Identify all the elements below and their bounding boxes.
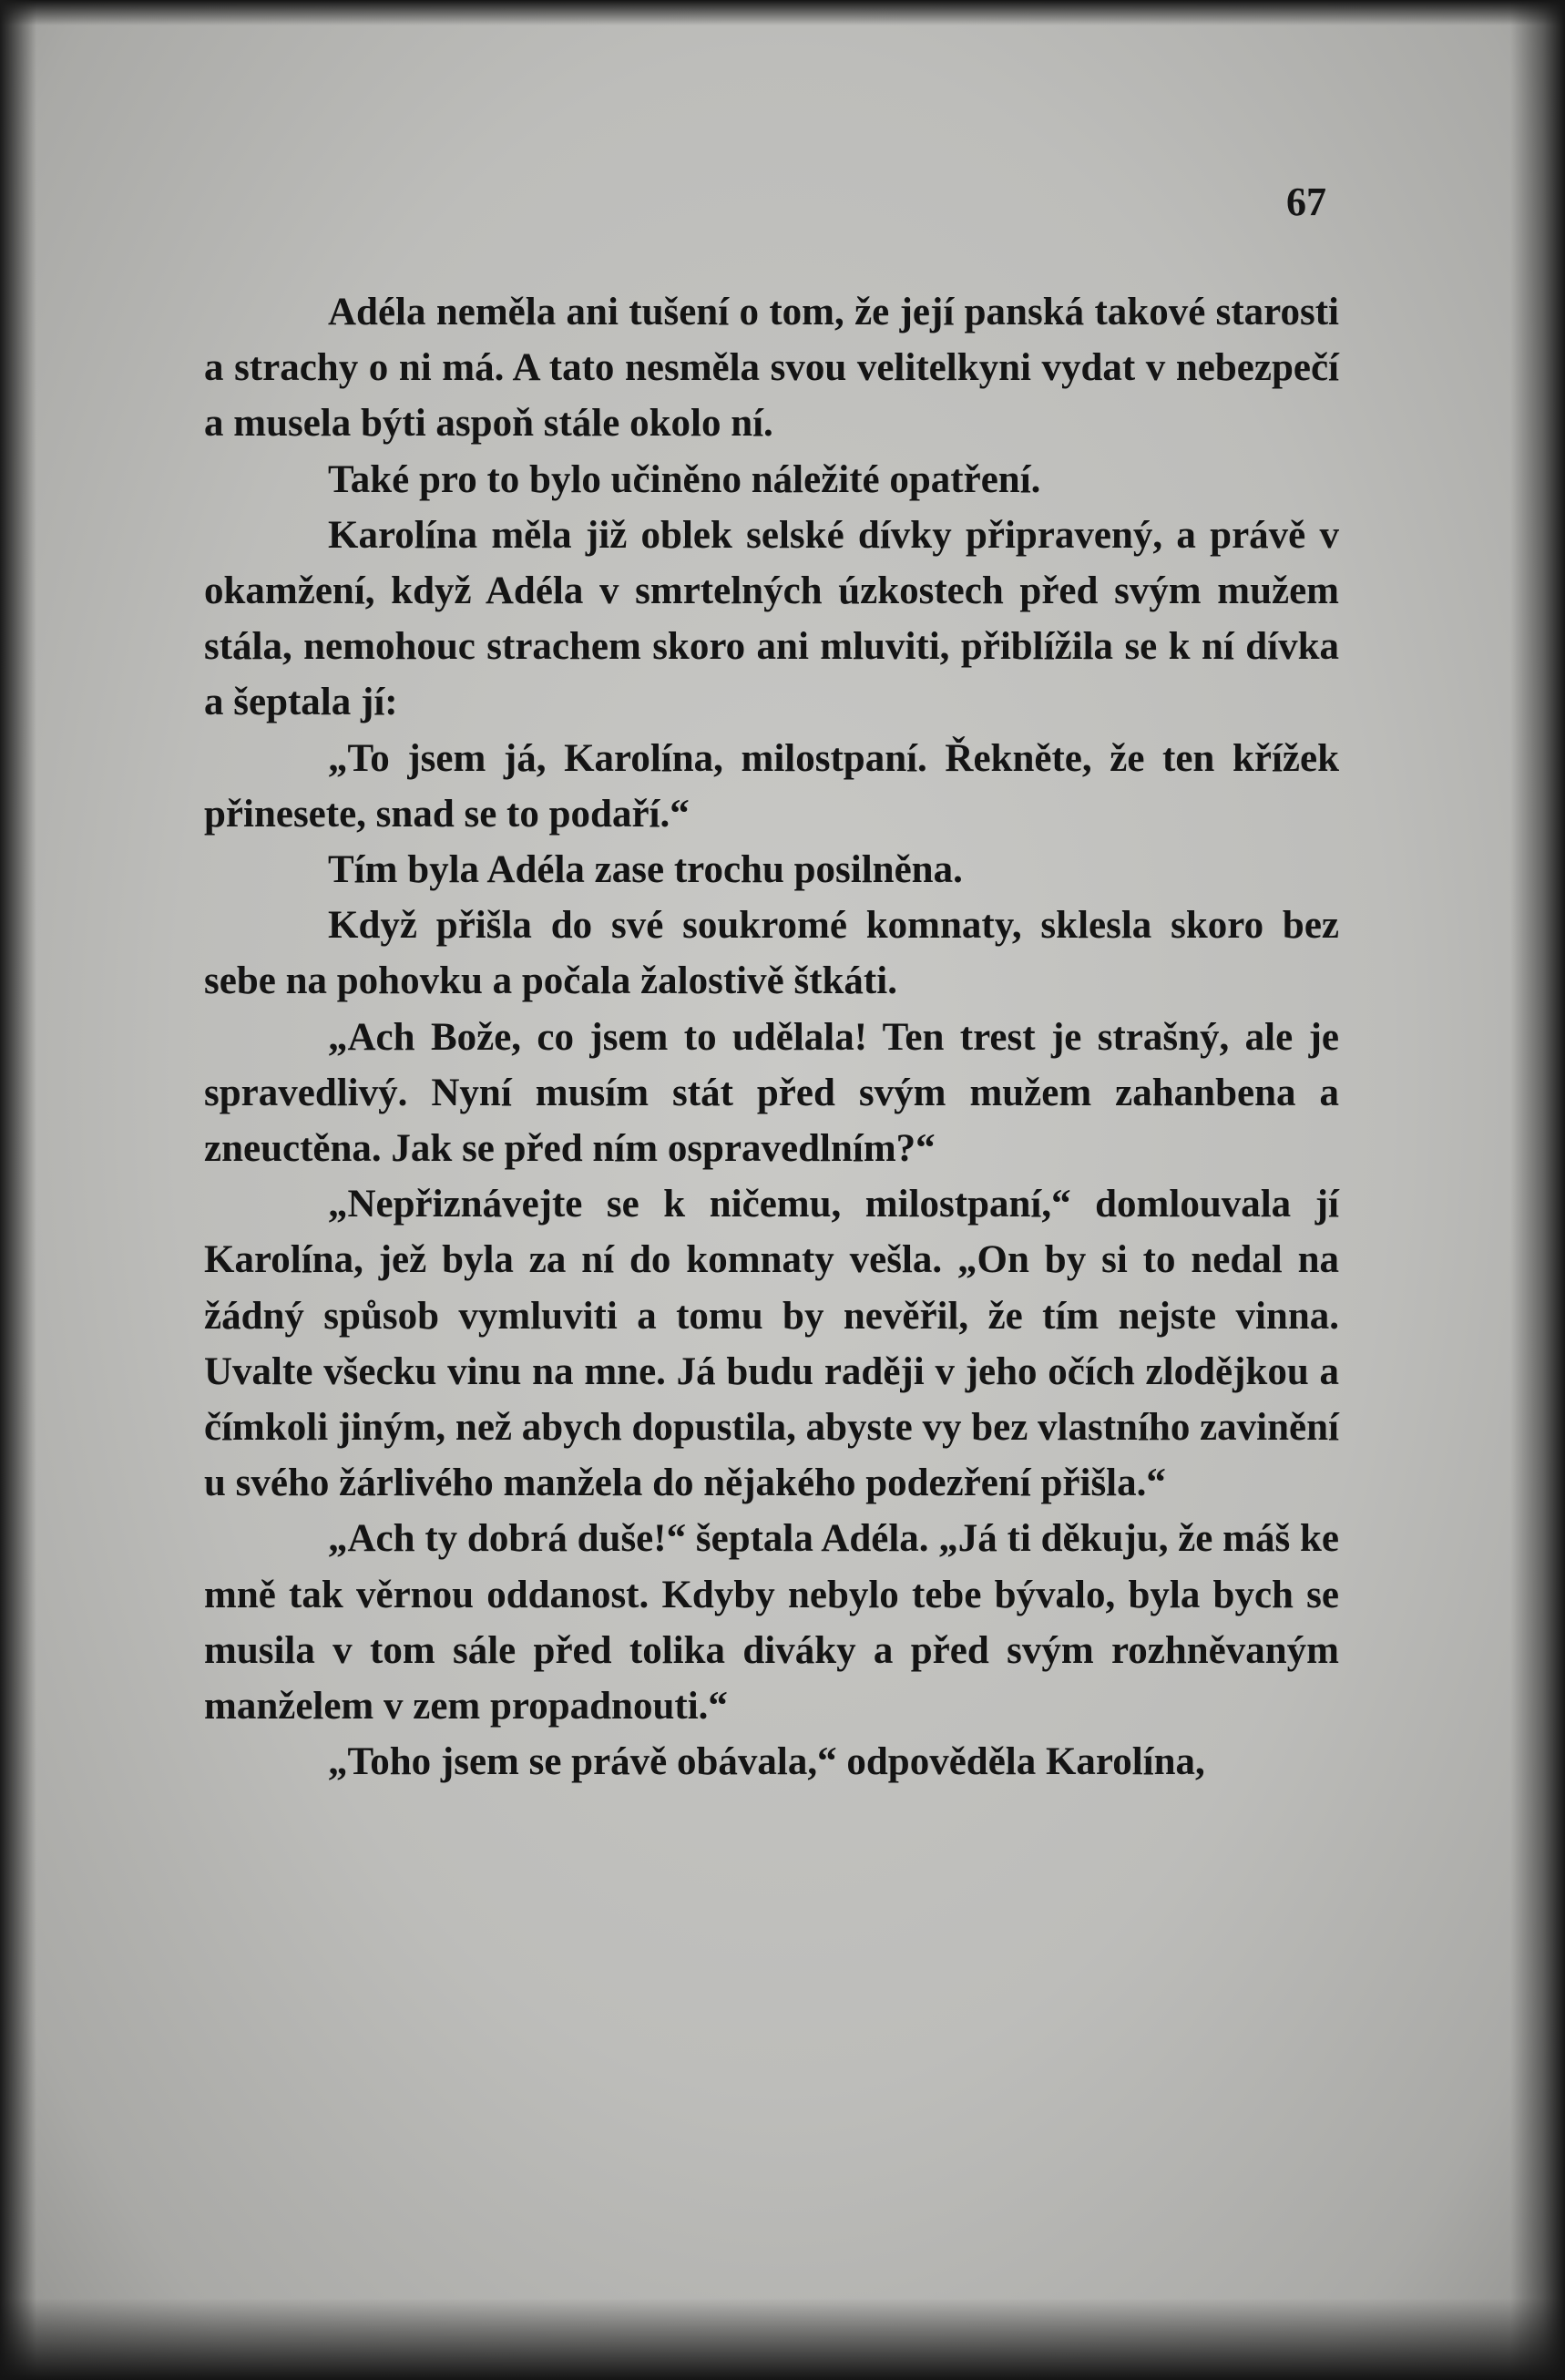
paragraph: Když přišla do své soukromé komnaty, sklesla skoro bez sebe na pohovku a počala žalostivě štkáti. — [204, 904, 1339, 1003]
scan-edge-bottom — [0, 2298, 1565, 2380]
paragraph: „To jsem já, Karolína, milostpaní. Řekněte, že ten křížek přinesete, snad se to podaří.“ — [204, 736, 1339, 836]
page-number: 67 — [1286, 180, 1326, 224]
paragraph: Karolína měla již oblek selské dívky připravený, a právě v okamžení, když Adéla v smrtelných úzkostech před svým mužem stála, nemohouc strachem skoro ani mluviti, přiblížila se k ní dívka a šeptala jí: — [204, 513, 1339, 724]
paragraph: „Toho jsem se právě obávala,“ odpověděla Karolína, — [328, 1740, 1205, 1784]
paragraph: „Nepřiznávejte se k ničemu, milostpaní,“ domlouvala jí Karolína, jež byla za ní do komnaty vešla. „On by si to nedal na žádný spůsob vymluviti a tomu by nevěřil, že tím nejste vinna. Uvalte všecku vinu na mne. Já budu raději v jeho očích zlodějkou a čímkoli jiným, než abych dopustila, abyste vy bez vlastního zavinění u svého žárlivého manžela do nějakého podezření přišla.“ — [204, 1183, 1339, 1505]
scan-edge-right — [1510, 0, 1565, 2380]
paragraph: „Ach Bože, co jsem to udělala! Ten trest je strašný, ale je spravedlivý. Nyní musím stát před svým mužem zahanbena a zneuctěna. Jak se před ním ospravedlním?“ — [204, 1015, 1339, 1171]
scan-edge-top — [0, 0, 1565, 26]
scan-edge-left — [0, 0, 36, 2380]
paragraph: Tím byla Adéla zase trochu posilněna. — [328, 848, 963, 892]
body-text — [204, 284, 1339, 1790]
paragraph: Také pro to bylo učiněno náležité opatření. — [328, 457, 1041, 501]
paragraph: Adéla neměla ani tušení o tom, že její panská takové starosti a strachy o ni má. A tato nesměla svou velitelkyni vydat v nebezpečí a musela býti aspoň stále okolo ní. — [204, 291, 1339, 446]
paragraph: „Ach ty dobrá duše!“ šeptala Adéla. „Já ti děkuju, že máš ke mně tak věrnou oddanost. Kdyby nebylo tebe bývalo, byla bych se musila v tom sále před tolika diváky a před svým rozhněvaným manželem v zem propadnouti.“ — [204, 1517, 1339, 1729]
